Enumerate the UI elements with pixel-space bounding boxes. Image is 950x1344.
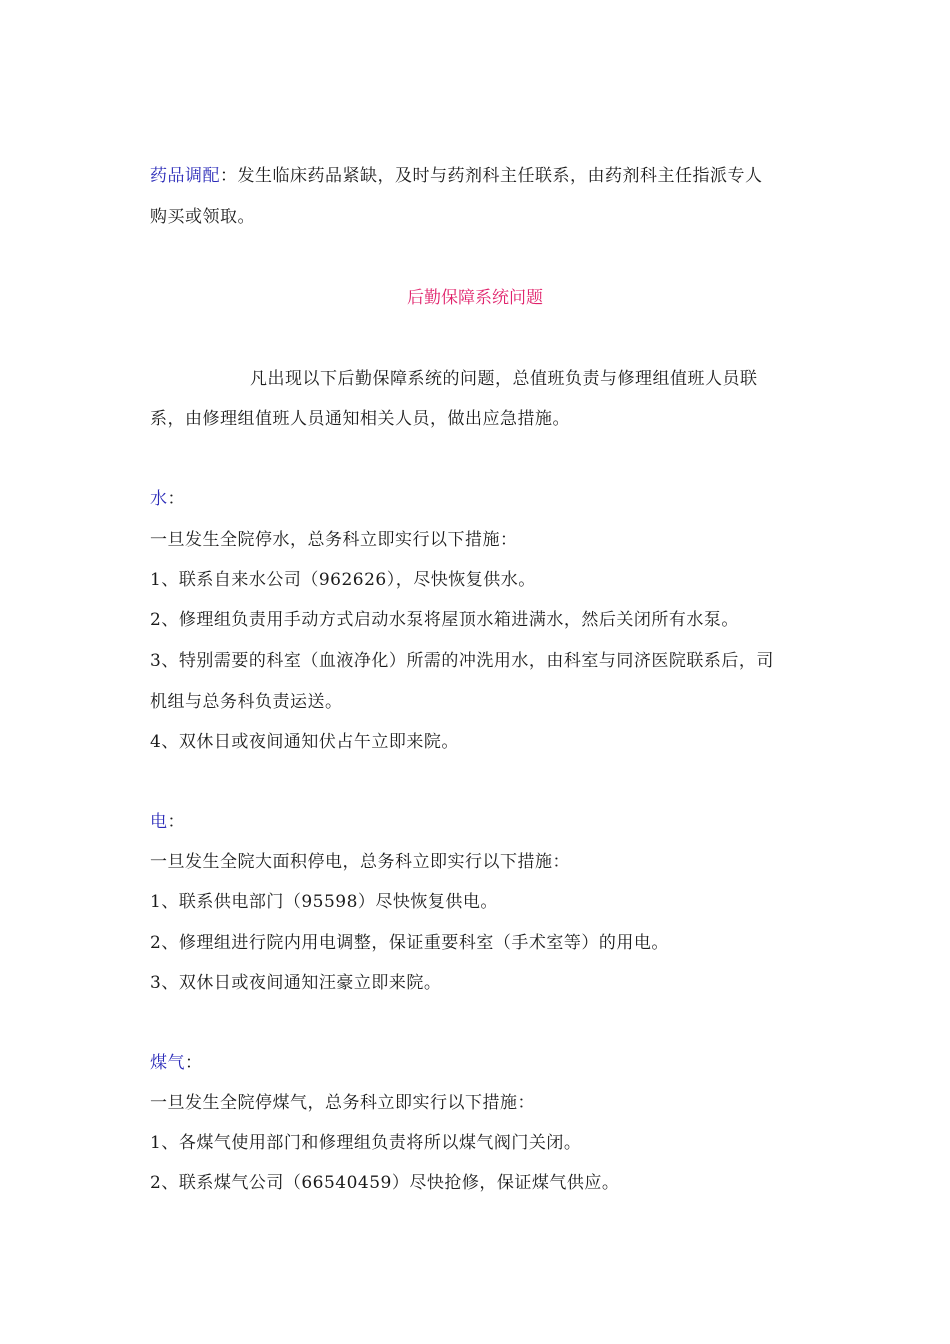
water-item-1: 1、联系自来水公司（962626），尽快恢复供水。 (150, 570, 536, 590)
power-heading-colon: ： (167, 812, 185, 832)
gas-heading (150, 1053, 203, 1073)
power-lead: 一旦发生全院大面积停电，总务科立即实行以下措施： (150, 852, 570, 872)
water-heading (150, 489, 185, 509)
intro-paragraph-line-1 (150, 166, 763, 186)
section-title: 后勤保障系统问题 (407, 288, 543, 308)
water-item-3a: 3、特别需要的科室（血液净化）所需的冲洗用水，由科室与同济医院联系后，司 (150, 651, 774, 671)
water-heading-label: 水 (150, 489, 168, 509)
preface-line-1: 凡出现以下后勤保障系统的问题，总值班负责与修理组值班人员联 (250, 369, 758, 389)
power-item-3: 3、双休日或夜间通知汪豪立即来院。 (150, 973, 442, 993)
gas-lead: 一旦发生全院停煤气，总务科立即实行以下措施： (150, 1093, 535, 1113)
power-heading (150, 812, 185, 832)
intro-label: 药品调配 (150, 166, 220, 186)
power-item-2: 2、修理组进行院内用电调整，保证重要科室（手术室等）的用电。 (150, 933, 669, 953)
gas-item-1: 1、各煤气使用部门和修理组负责将所以煤气阀门关闭。 (150, 1133, 582, 1153)
water-lead: 一旦发生全院停水，总务科立即实行以下措施： (150, 530, 518, 550)
power-heading-label: 电 (150, 812, 168, 832)
water-item-4: 4、双休日或夜间通知伏占午立即来院。 (150, 732, 459, 752)
power-item-1: 1、联系供电部门（95598）尽快恢复供电。 (150, 892, 498, 912)
gas-item-2: 2、联系煤气公司（66540459）尽快抢修，保证煤气供应。 (150, 1173, 620, 1193)
water-item-3b: 机组与总务科负责运送。 (150, 692, 343, 712)
intro-paragraph-line-2: 购买或领取。 (150, 207, 255, 227)
water-heading-colon: ： (167, 489, 185, 509)
gas-heading-label: 煤气 (150, 1053, 185, 1073)
water-item-2: 2、修理组负责用手动方式启动水泵将屋顶水箱进满水，然后关闭所有水泵。 (150, 610, 739, 630)
preface-line-2: 系，由修理组值班人员通知相关人员，做出应急措施。 (150, 409, 570, 429)
gas-heading-colon: ： (185, 1053, 203, 1073)
intro-text: ：发生临床药品紧缺，及时与药剂科主任联系，由药剂科主任指派专人 (220, 166, 763, 186)
